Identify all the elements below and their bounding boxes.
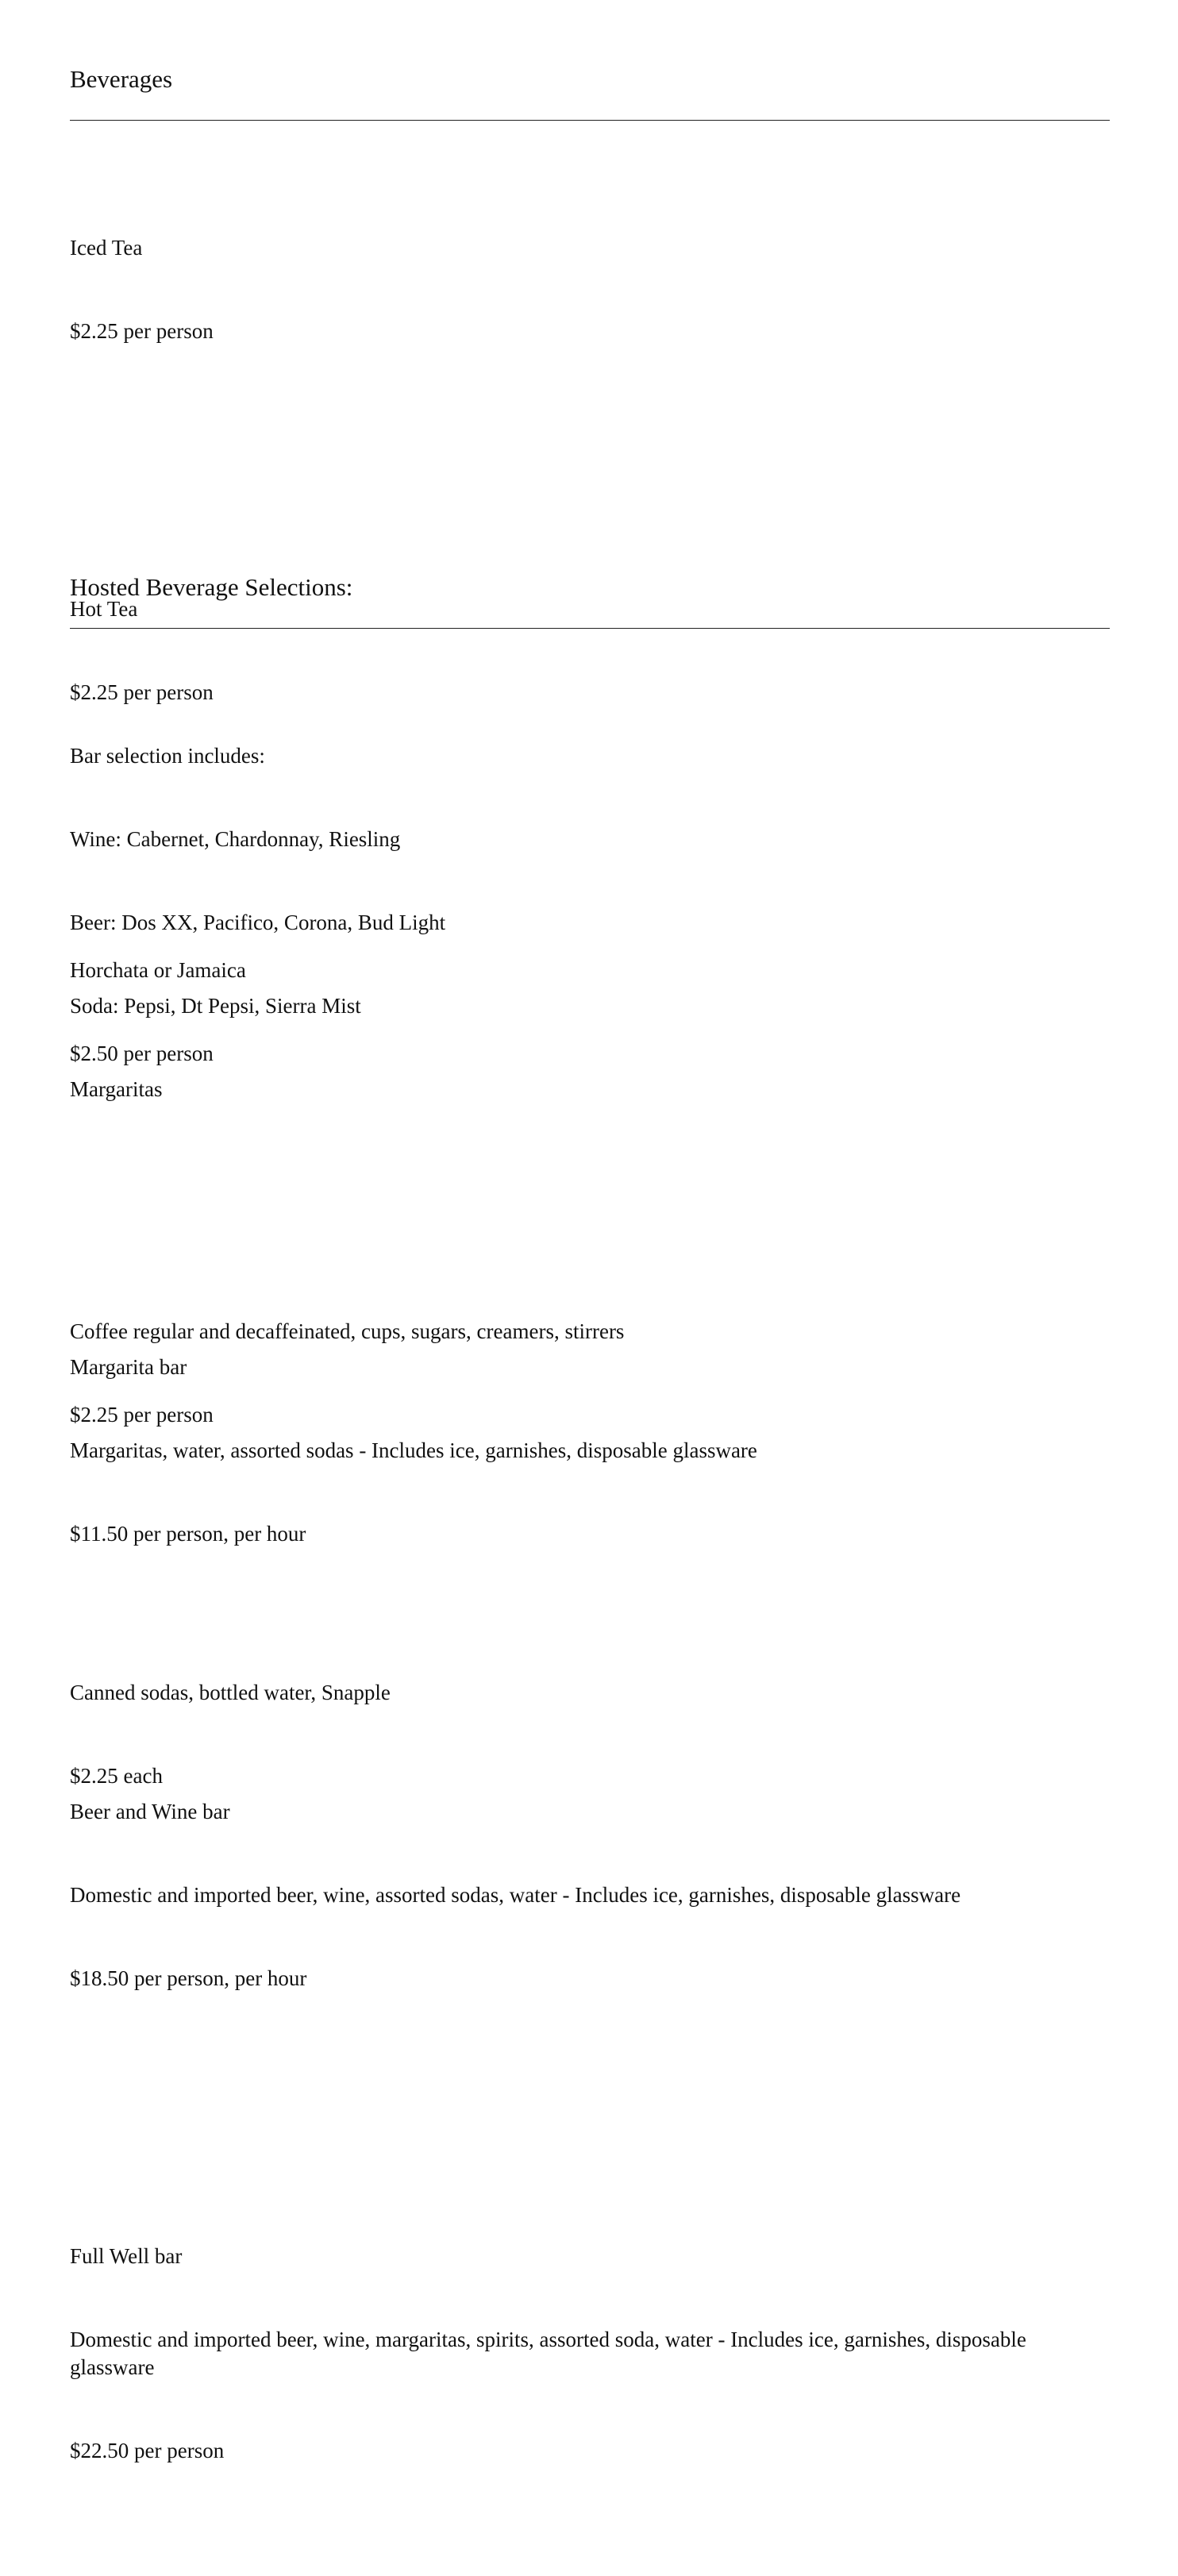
beverage-item-price: $2.25 each xyxy=(70,1764,163,1788)
bar-package-price: $18.50 per person, per hour xyxy=(70,1966,307,1990)
beverage-item-name: Iced Tea xyxy=(70,236,143,260)
bar-package xyxy=(70,2187,1110,2520)
bar-package-price: $22.50 per person xyxy=(70,2439,225,2462)
bar-selection-line: Wine: Cabernet, Chardonnay, Riesling xyxy=(70,827,401,851)
bar-package-description: Domestic and imported beer, wine, assorted sodas, water - Includes ice, garnishes, disposable glassware xyxy=(70,1883,961,1907)
bar-selection xyxy=(70,687,1110,1159)
bar-selection-line: Margaritas xyxy=(70,1077,163,1101)
beverage-item-name: Coffee regular and decaffeinated, cups, sugars, creamers, stirrers xyxy=(70,1319,625,1343)
beverage-item-name: Horchata or Jamaica xyxy=(70,958,246,982)
hosted-divider xyxy=(70,628,1110,629)
bar-package xyxy=(70,1742,1110,2048)
beverages-section-title: Beverages xyxy=(70,65,173,93)
bar-package-description: Margaritas, water, assorted sodas - Includes ice, garnishes, disposable glassware xyxy=(70,1438,757,1462)
beverage-item-price: $2.50 per person xyxy=(70,1042,214,1065)
bar-package-name: Margarita bar xyxy=(70,1355,187,1379)
beverage-item-price: $2.25 per person xyxy=(70,680,214,704)
beverage-item-price: $2.25 per person xyxy=(70,1403,214,1427)
hosted-list xyxy=(70,631,1110,2576)
bar-package-description: Domestic and imported beer, wine, margaritas, spirits, assorted soda, water - Includes ice, garnishes, disposable glassware xyxy=(70,2328,1032,2379)
beverages-divider xyxy=(70,120,1110,121)
beverage-item-name: Hot Tea xyxy=(70,597,138,621)
hosted-section-title: Hosted Beverage Selections: xyxy=(70,573,353,601)
bar-package-name: Full Well bar xyxy=(70,2244,183,2268)
beverage-item-price: $2.25 per person xyxy=(70,319,214,343)
bar-package-name: Beer and Wine bar xyxy=(70,1800,230,1823)
bar-selection-heading: Bar selection includes: xyxy=(70,744,265,768)
beverage-item xyxy=(70,179,624,401)
bar-selection-line: Soda: Pepsi, Dt Pepsi, Sierra Mist xyxy=(70,994,361,1018)
bar-selection-line: Beer: Dos XX, Pacifico, Corona, Bud Light xyxy=(70,911,446,934)
bar-package-price: $11.50 per person, per hour xyxy=(70,1522,306,1546)
bar-package xyxy=(70,1298,1110,1604)
beverage-item-name: Canned sodas, bottled water, Snapple xyxy=(70,1681,391,1704)
